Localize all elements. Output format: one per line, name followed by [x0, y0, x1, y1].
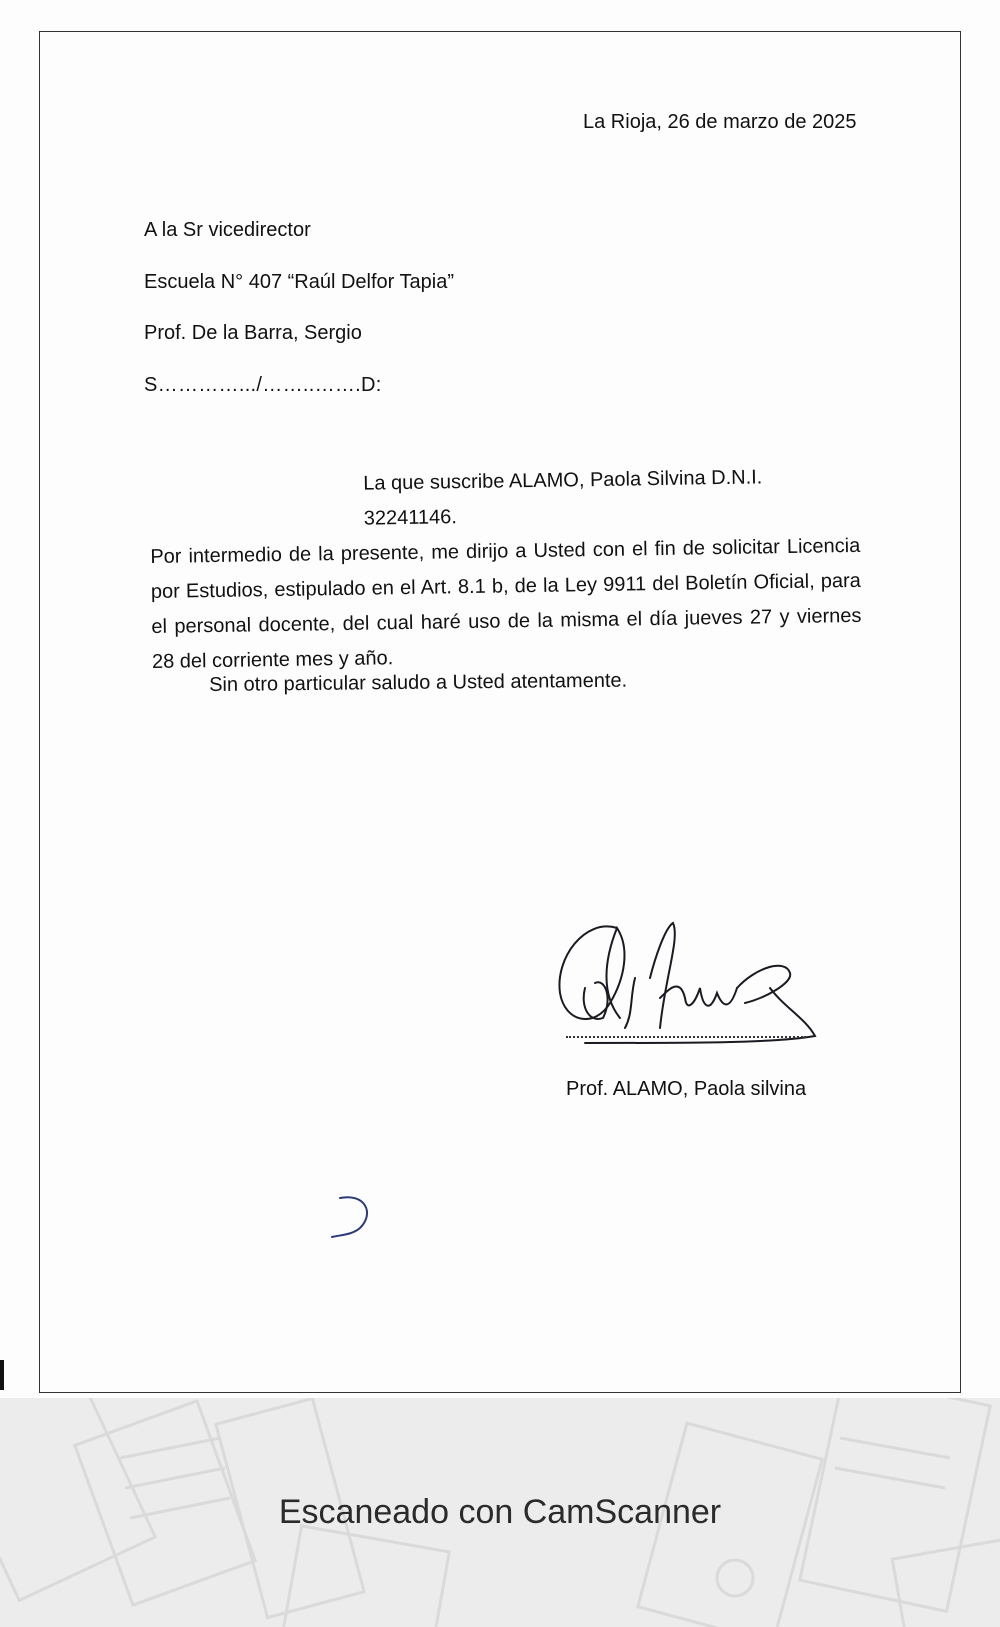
- signature-line: [566, 1036, 806, 1038]
- camscanner-watermark: Escaneado con CamScanner: [278, 1493, 722, 1531]
- body-intro: La que suscribe ALAMO, Paola Silvina D.N.I. 32241146.: [363, 466, 763, 530]
- letter-body: [149, 459, 862, 680]
- recipient-line-2: Escuela N° 407 “Raúl Delfor Tapia”: [144, 271, 454, 293]
- recipient-line-4: S………….../……..…….D:: [144, 374, 382, 396]
- signature-name: Prof. ALAMO, Paola silvina: [566, 1078, 807, 1100]
- pen-mark: [330, 1193, 380, 1243]
- scan-edge-mark: [0, 1360, 4, 1390]
- closing-line: Sin otro particular saludo a Usted atentamente.: [209, 669, 628, 696]
- camscanner-footer: [0, 1398, 1000, 1627]
- body-text: Por intermedio de la presente, me dirijo a Usted con el fin de solicitar Licencia por Estudios, estipulado en el Art. 8.1 b, de la Ley 9911 del Boletín Oficial, para el personal docente, del cual haré uso de la misma el día jueves 27 y viernes 28 del corriente mes y año.: [150, 534, 862, 673]
- handwritten-signature: [555, 918, 825, 1048]
- recipient-line-3: Prof. De la Barra, Sergio: [144, 322, 362, 344]
- place-date: La Rioja, 26 de marzo de 2025: [583, 111, 857, 133]
- recipient-line-1: A la Sr vicedirector: [144, 219, 311, 241]
